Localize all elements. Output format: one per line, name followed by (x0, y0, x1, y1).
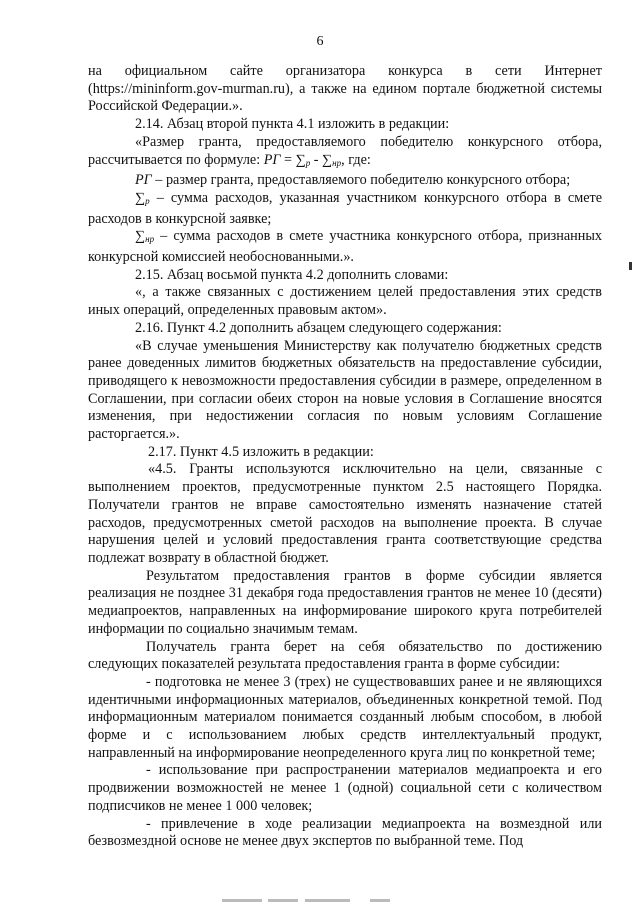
list-item: - привлечение в ходе реализации медиапроекта на возмездной или безвозмездной основе не менее двух экспертов по выбранной теме. Под (88, 815, 602, 850)
document-body (88, 63, 602, 851)
paragraph: 2.16. Пункт 4.2 дополнить абзацем следующего содержания: (135, 319, 502, 336)
paragraph: 2.15. Абзац восьмой пункта 4.2 дополнить словами: (135, 266, 449, 283)
margin-mark (629, 262, 632, 270)
definition-rg: РГ – размер гранта, предоставляемого победителю конкурсного отбора; (135, 172, 571, 189)
paragraph: Получатель гранта берет на себя обязательство по достижению следующих показателей результата предоставления гранта в форме субсидии: (88, 638, 602, 673)
definition-sum-nr: $\sum_{нр}$ – сумма расходов в смете участника конкурсного отбора, признанных конкурсной комиссией необоснованными.». (88, 228, 602, 266)
grant-formula: РГ = $\sum_р - \sum_{нр}$ (263, 151, 342, 168)
paragraph: «В случае уменьшения Министерству как получателю бюджетных средств ранее доведенных лимитов бюджетных обязательств на предоставление субсидии, приводящего к невозможности предоставления субсидии в размере, определенном в Соглашении, при согласии обеих сторон на новые условия в Соглашение вносятся изменения, при недостижении согласия по новым условиям Соглашение расторгается.». (88, 337, 602, 443)
list-item: - подготовка не менее 3 (трех) не существовавших ранее и не являющихся идентичными информационных материалов, объединенных конкретной темой. Под информационным материалом понимается созданный любым способом, в любой форме и с использованием любых средств интеллектуальный продукт, направленный на информирование неопределенного круга лиц по конкретной теме; (88, 673, 602, 761)
paragraph: «, а также связанных с достижением целей предоставления этих средств иных операций, определенных правовым актом». (88, 284, 602, 319)
scan-artifact (0, 892, 640, 905)
definition-sum-r: $\sum_р$ – сумма расходов, указанная участником конкурсного отбора в смете расходов в конкурсной заявке; (88, 189, 602, 227)
paragraph: Результатом предоставления грантов в форме субсидии является реализация не позднее 31 декабря года предоставления грантов не менее 10 (десяти) медиапроектов, направленных на информирование широкого круга потребителей информации по социально значимым темам. (88, 567, 602, 637)
list-item: - использование при распространении материалов медиапроекта и его продвижении возможностей не менее 1 (одной) социальной сети с количеством подписчиков не менее 1 000 человек; (88, 762, 602, 814)
paragraph: 2.14. Абзац второй пункта 4.1 изложить в редакции: (135, 116, 450, 133)
paragraph: 2.17. Пункт 4.5 изложить в редакции: (148, 443, 374, 460)
paragraph: на официальном сайте организатора конкурса в сети Интернет (https://mininform.gov-murman.ru), а также на едином портале бюджетной системы Российской Федерации.». (88, 63, 602, 115)
paragraph-formula: «Размер гранта, предоставляемого победителю конкурсного отбора, рассчитывается по формуле: РГ = $\sum_р - \sum_{нр}$, где: (88, 133, 602, 168)
page-number: 6 (316, 34, 324, 49)
paragraph: «4.5. Гранты используются исключительно на цели, связанные с выполнением проектов, предусмотренные пунктом 2.5 настоящего Порядка. Получатели грантов не вправе самостоятельно изменять назначение статей расходов, предусмотренных сметой расходов на выполнение проекта. В случае нарушения целей и условий предоставления гранта соответствующие средства подлежат возврату в областной бюджет. (88, 461, 602, 566)
